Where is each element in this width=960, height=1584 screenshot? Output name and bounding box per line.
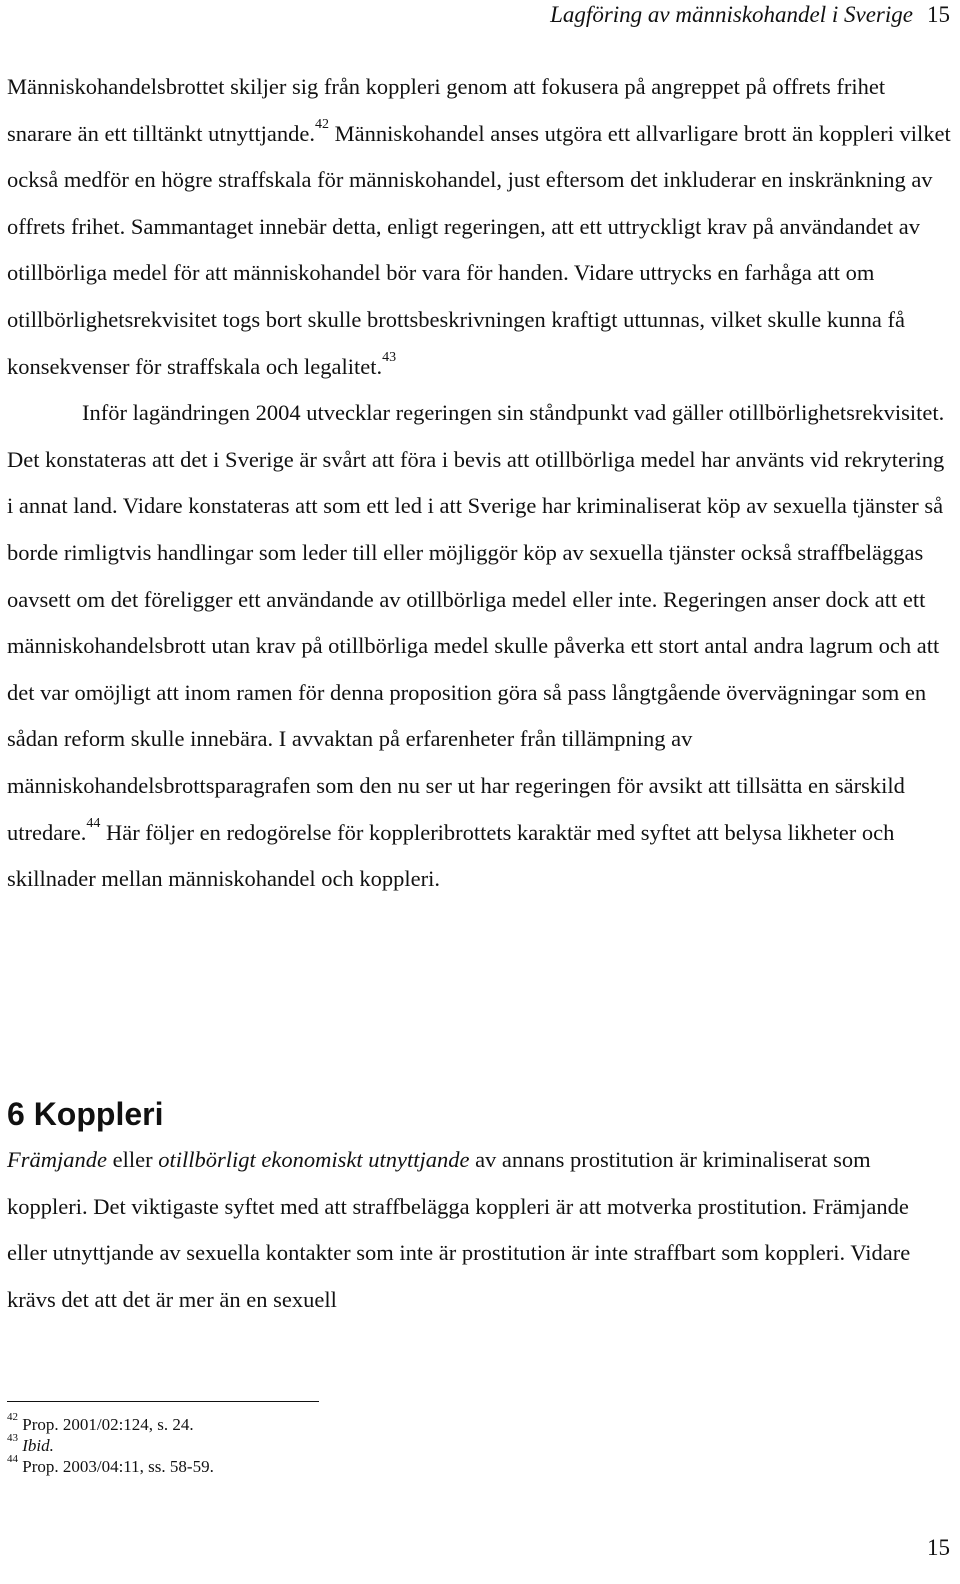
footnote-text: Prop. 2003/04:11, ss. 58-59.	[18, 1457, 214, 1476]
footnote-number: 43	[7, 1432, 18, 1445]
paragraph-text: eller	[107, 1147, 159, 1172]
section-heading: 6 Koppleri	[7, 1096, 164, 1132]
footnote-ref[interactable]: 43	[382, 350, 397, 366]
footer-page-number: 15	[927, 1535, 950, 1560]
paragraph	[7, 1137, 953, 1323]
footnote	[7, 1453, 607, 1477]
footnote	[7, 1411, 607, 1435]
footnote-ref[interactable]: 42	[315, 117, 330, 133]
footnote-divider	[7, 1401, 319, 1402]
footnotes	[7, 1411, 607, 1477]
paragraph-text: Människohandelsbrottet skiljer sig från koppleri genom att fokusera på angreppet på offrets frihet snarare än ett tilltänkt utnyttjande.	[7, 74, 886, 146]
footnote	[7, 1432, 607, 1456]
footnote-number: 42	[7, 1411, 18, 1424]
section-body	[7, 64, 953, 903]
footnote-ref[interactable]: 44	[86, 816, 101, 831]
running-title: Lagföring av människohandel i Sverige	[550, 2, 913, 27]
emphasis-text: Främjande	[7, 1147, 107, 1172]
paragraph	[7, 64, 953, 390]
section-body	[7, 1137, 953, 1323]
emphasis-text: otillbörligt ekonomiskt utnyttjande	[158, 1147, 470, 1172]
paragraph-text: Här följer en redogörelse för koppleribrottets karaktär med syftet att belysa likheter och skillnader mellan människohandel och koppleri.	[7, 819, 895, 892]
paragraph-text: av annans prostitution är kriminaliserat som koppleri. Det viktigaste syftet med att straffbelägga koppleri är att motverka prostitution. Främjande eller utnyttjande av sexuella kontakter som inte är prostitution är inte straffbart som koppleri. Vidare krävs det att det är mer än en sexuell	[7, 1147, 911, 1312]
paragraph-text: Inför lagändringen 2004 utvecklar regeringen sin ståndpunkt vad gäller otillbörlighetsrekvisitet. Det konstateras att det i Sverige är svårt att föra i bevis att otillbörliga medel har använts vid rekrytering i annat land. Vidare konstateras att som ett led i att Sverige har kriminaliserat köp av sexuella tjänster så borde rimligtvis handlingar som leder till eller möjliggör köp av sexuella tjänster också straffbeläggas oavsett om det föreligger ett användande av otillbörliga medel eller inte. Regeringen anser dock att ett människohandelsbrott utan krav på otillbörliga medel skulle påverka ett stort antal andra lagrum och att det var omöjligt att inom ramen för denna proposition göra så pass långtgående övervägningar som en sådan reform skulle innebära. I avvaktan på erfarenheter från tillämpning av människohandelsbrottsparagrafen som den nu ser ut har regeringen för avsikt att tillsätta en särskild utredare.	[7, 400, 945, 845]
running-header	[0, 0, 960, 46]
footnote-number: 44	[7, 1453, 18, 1466]
header-page-number: 15	[927, 2, 950, 27]
paragraph	[7, 390, 953, 903]
footnote-text: Ibid.	[22, 1436, 54, 1455]
footnote-text: Prop. 2001/02:124, s. 24.	[18, 1415, 194, 1434]
paragraph-text: Människohandel anses utgöra ett allvarligare brott än koppleri vilket också medför en högre straffskala för människohandel, just eftersom det inkluderar en inskränkning av offrets frihet. Sammantaget innebär detta, enligt regeringen, att ett uttryckligt krav på användandet av otillbörliga medel för att människohandel bör vara för handen. Vidare uttrycks en farhåga att om otillbörlighetsrekvisitet togs bort skulle brottsbeskrivningen kraftigt uttunnas, vilket skulle kunna få konsekvenser för straffskala och legalitet.	[7, 120, 951, 379]
